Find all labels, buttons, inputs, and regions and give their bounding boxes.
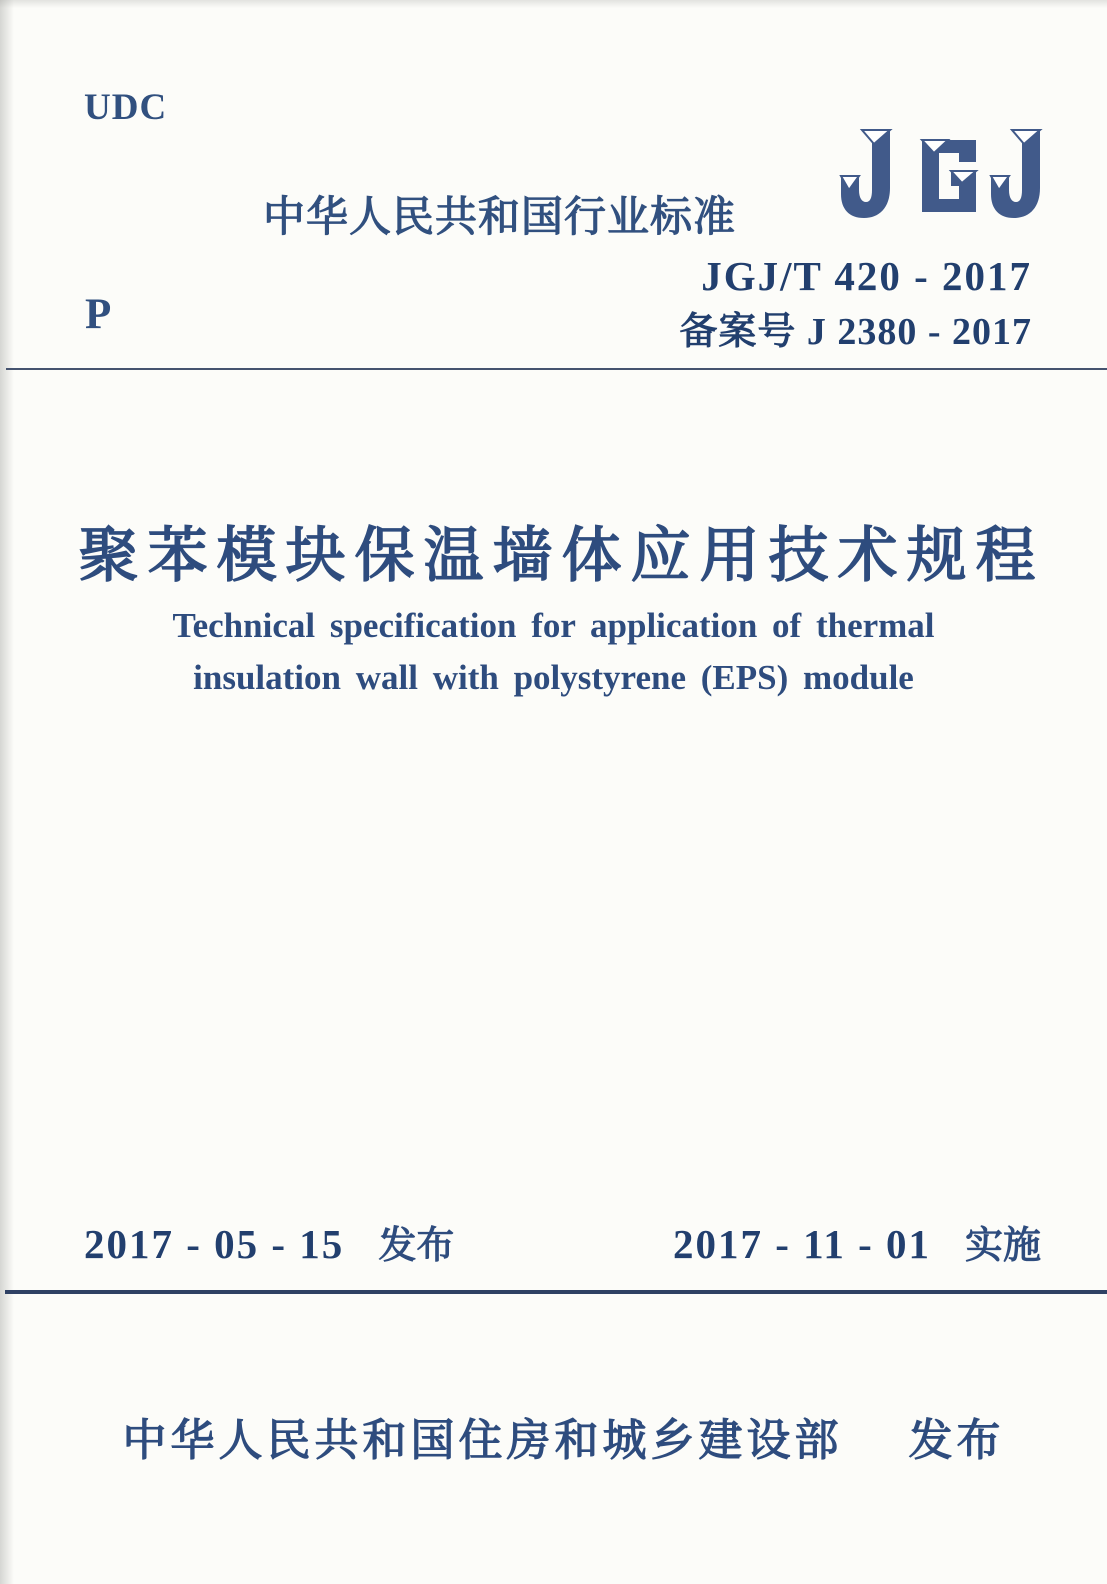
- publisher-line: [0, 1404, 1107, 1468]
- title-english-line2: insulation wall with polystyrene (EPS) module: [193, 658, 914, 697]
- page-top-shadow: [0, 0, 1107, 8]
- implementation-label: 实施: [964, 1225, 1041, 1267]
- jgj-logo: [838, 124, 1044, 232]
- standard-code: JGJ/T 420 - 2017: [701, 253, 1032, 299]
- publisher-name: 中华人民共和国住房和城乡建设部: [122, 1416, 843, 1465]
- page-left-shadow: [0, 0, 14, 1584]
- implementation-date-group: [673, 1214, 1041, 1269]
- bottom-rule: [5, 1290, 1107, 1294]
- title-chinese: 聚苯模块保温墙体应用技术规程: [78, 523, 1045, 589]
- implementation-date: 2017 - 11 - 01: [672, 1221, 931, 1267]
- publisher-label: 发布: [908, 1416, 1005, 1465]
- record-number: 备案号 J 2380 - 2017: [679, 311, 1032, 353]
- title-english-line1: Technical specification for application of thermal: [172, 606, 935, 645]
- classification-code: P: [85, 291, 112, 338]
- top-rule: [6, 368, 1107, 370]
- issue-date-group: [84, 1214, 454, 1269]
- standard-category-heading: 中华人民共和国行业标准: [263, 193, 737, 240]
- dates-row: [84, 1214, 1041, 1269]
- issue-date: 2017 - 05 - 15: [84, 1221, 345, 1267]
- title-english: [0, 600, 1107, 704]
- udc-code: UDC: [84, 87, 168, 128]
- issue-label: 发布: [378, 1225, 455, 1267]
